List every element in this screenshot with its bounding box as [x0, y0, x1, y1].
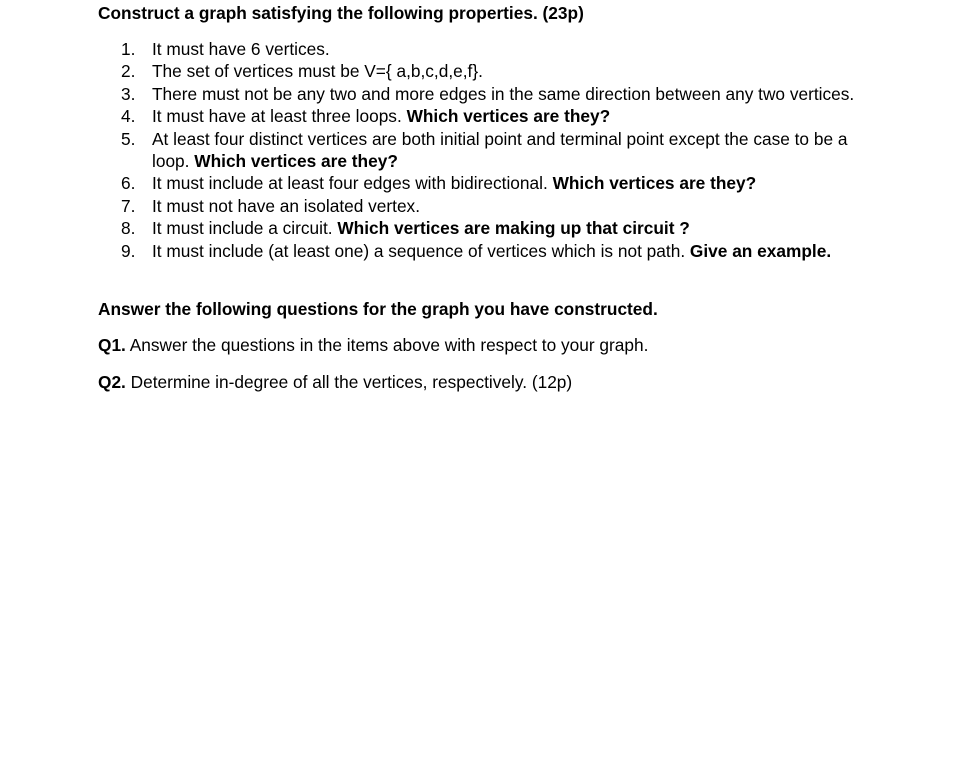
- list-item: [0, 240, 882, 262]
- item-number: 3.: [121, 83, 136, 104]
- item-number: 2.: [121, 61, 136, 82]
- item-text: It must include (at least one) a sequence of vertices which is not path.: [152, 240, 690, 261]
- list-item: [0, 128, 882, 173]
- properties-list: [0, 38, 882, 262]
- item-number: 9.: [121, 240, 136, 261]
- list-item: [0, 105, 882, 127]
- item-text: It must have at least three loops.: [152, 106, 407, 127]
- question-1: [98, 335, 648, 356]
- item-number: 1.: [121, 39, 136, 59]
- list-item: [0, 38, 882, 60]
- item-question: Which vertices are they?: [194, 151, 398, 172]
- list-item: [0, 83, 882, 105]
- item-text: The set of vertices must be V={ a,b,c,d,e,f}.: [152, 61, 483, 82]
- question-1-text: Answer the questions in the items above with respect to your graph.: [125, 335, 649, 355]
- item-text: There must not be any two and more edges in the same direction between any two vertices.: [152, 83, 855, 104]
- item-text: It must not have an isolated vertex.: [152, 195, 421, 216]
- item-number: 4.: [121, 106, 136, 127]
- assignment-heading: Construct a graph satisfying the following properties. (23p): [98, 3, 584, 23]
- item-number: 6.: [121, 173, 136, 194]
- list-item: [0, 195, 882, 217]
- list-item: [0, 172, 882, 194]
- question-2-text: Determine in-degree of all the vertices, respectively. (12p): [125, 372, 573, 392]
- item-number: 5.: [121, 128, 136, 149]
- list-item: [0, 60, 882, 82]
- item-question: Which vertices are they?: [406, 106, 611, 127]
- item-question: Give an example.: [689, 240, 832, 261]
- question-2: [98, 372, 572, 393]
- item-text: It must include at least four edges with bidirectional.: [152, 173, 553, 194]
- item-question: Which vertices are making up that circuit ?: [337, 218, 690, 239]
- question-1-label: Q1.: [98, 335, 126, 355]
- item-question: Which vertices are they?: [552, 173, 757, 194]
- item-text: At least four distinct vertices are both initial point and terminal point except the case to be a loop.: [152, 128, 848, 172]
- item-number: 8.: [121, 218, 136, 239]
- item-text: It must include a circuit.: [152, 218, 338, 239]
- item-text: It must have 6 vertices.: [152, 39, 330, 59]
- answer-heading: Answer the following questions for the graph you have constructed.: [98, 299, 658, 319]
- list-item: [0, 217, 882, 239]
- question-2-label: Q2.: [98, 372, 126, 392]
- item-number: 7.: [121, 195, 136, 216]
